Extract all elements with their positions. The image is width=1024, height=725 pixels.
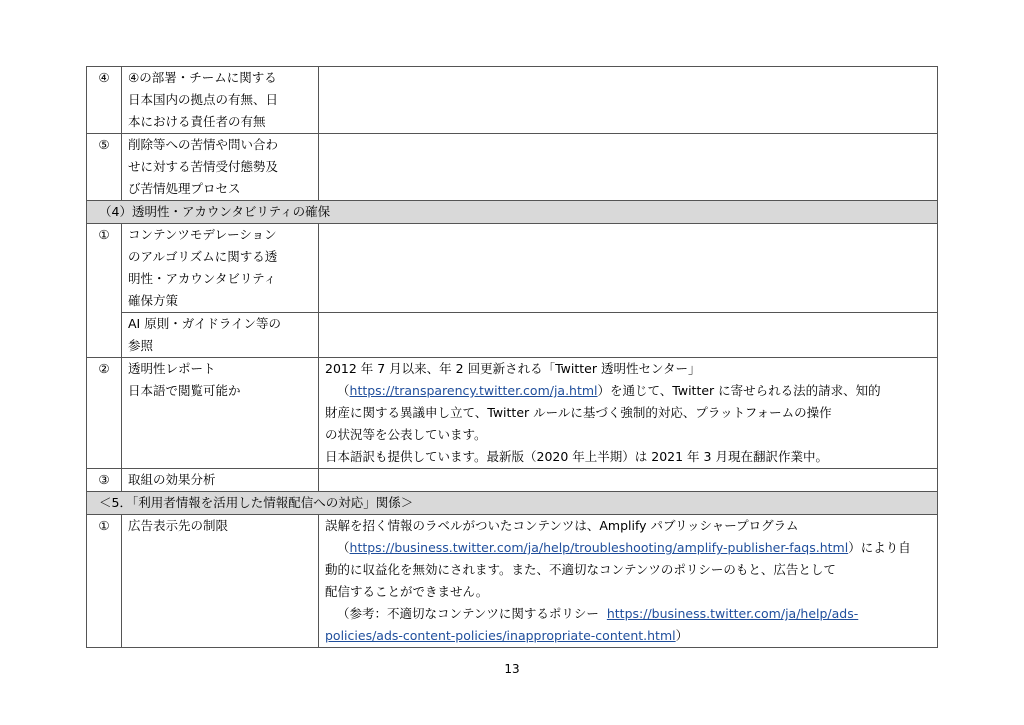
item-description: 誤解を招く情報のラベルがついたコンテンツは、Amplify パブリッシャープログラム （https://business.twitter.com/ja/help/troubleshooting/amplify-publisher-faqs.html）により自 動的に収益化を無効にされます。また、不適切なコンテンツのポリシーのもと、広告として 配信することができません。 （参考：不適切なコンテンツに関するポリシー https://business.twitter.com/ja/help/ads- policies/ads-content-policies/inappropriate-content.html） (319, 515, 938, 648)
item-label: 透明性レポート 日本語で閲覧可能か (122, 358, 319, 469)
table-row (87, 469, 938, 492)
row-number: ① (87, 224, 122, 358)
page-number: 13 (504, 662, 520, 676)
table-row (87, 224, 938, 313)
table-row (87, 515, 938, 648)
row-number: ② (87, 358, 122, 469)
amplify-faq-link[interactable]: https://business.twitter.com/ja/help/troubleshooting/amplify-publisher-faqs.html (349, 540, 849, 555)
description-text: 動的に収益化を無効にされます。また、不適切なコンテンツのポリシーのもと、広告として 配信することができません。 (325, 562, 836, 599)
table-row (87, 134, 938, 201)
table-row (87, 67, 938, 134)
item-description (319, 134, 938, 201)
ads-policy-link-continued[interactable]: policies/ads-content-policies/inappropriate-content.html (325, 628, 676, 643)
row-number: ③ (87, 469, 122, 492)
description-text: 財産に関する異議申し立て、Twitter ルールに基づく強制的対応、プラットフォームの操作 の状況等を公表しています。 日本語訳も提供しています。最新版（2020 年上半期）は 2021 年 3 月現在翻訳作業中。 (325, 405, 832, 464)
description-line: 2012 年 7 月以来、年 2 回更新される「Twitter 透明性センター」 (325, 361, 701, 376)
item-label: AI 原則・ガイドライン等の 参照 (122, 313, 319, 358)
description-line: 誤解を招く情報のラベルがついたコンテンツは、Amplify パブリッシャープログラム (325, 518, 799, 533)
row-number: ⑤ (87, 134, 122, 201)
item-label: コンテンツモデレーション のアルゴリズムに関する透 明性・アカウンタビリティ 確保方策 (122, 224, 319, 313)
item-description (319, 67, 938, 134)
description-line: （https://transparency.twitter.com/ja.html）を通じて、Twitter に寄せられる法的請求、知的 (337, 383, 881, 398)
item-label: 削除等への苦情や問い合わ せに対する苦情受付態勢及 び苦情処理プロセス (122, 134, 319, 201)
ads-policy-link[interactable]: https://business.twitter.com/ja/help/ads- (606, 606, 859, 621)
section-title: （4）透明性・アカウンタビリティの確保 (87, 201, 938, 224)
row-number: ④ (87, 67, 122, 134)
table-row (87, 313, 938, 358)
item-label: 広告表示先の制限 (122, 515, 319, 648)
reference-line: （参考：不適切なコンテンツに関するポリシー https://business.twitter.com/ja/help/ads- (337, 606, 859, 621)
item-description (319, 358, 938, 469)
section-title: ＜5．「利用者情報を活用した情報配信への対応」関係＞ (87, 492, 938, 515)
item-label: ④の部署・チームに関する 日本国内の拠点の有無、日 本における責任者の有無 (122, 67, 319, 134)
row-number: ① (87, 515, 122, 648)
section-header-row (87, 201, 938, 224)
item-description (319, 469, 938, 492)
item-label: 取組の効果分析 (122, 469, 319, 492)
item-description (319, 224, 938, 313)
content-table (86, 66, 938, 648)
transparency-center-link[interactable]: https://transparency.twitter.com/ja.html (349, 383, 598, 398)
section-header-row (87, 492, 938, 515)
description-line: （https://business.twitter.com/ja/help/troubleshooting/amplify-publisher-faqs.html）により自 (337, 540, 911, 555)
table-row (87, 358, 938, 469)
item-description (319, 313, 938, 358)
